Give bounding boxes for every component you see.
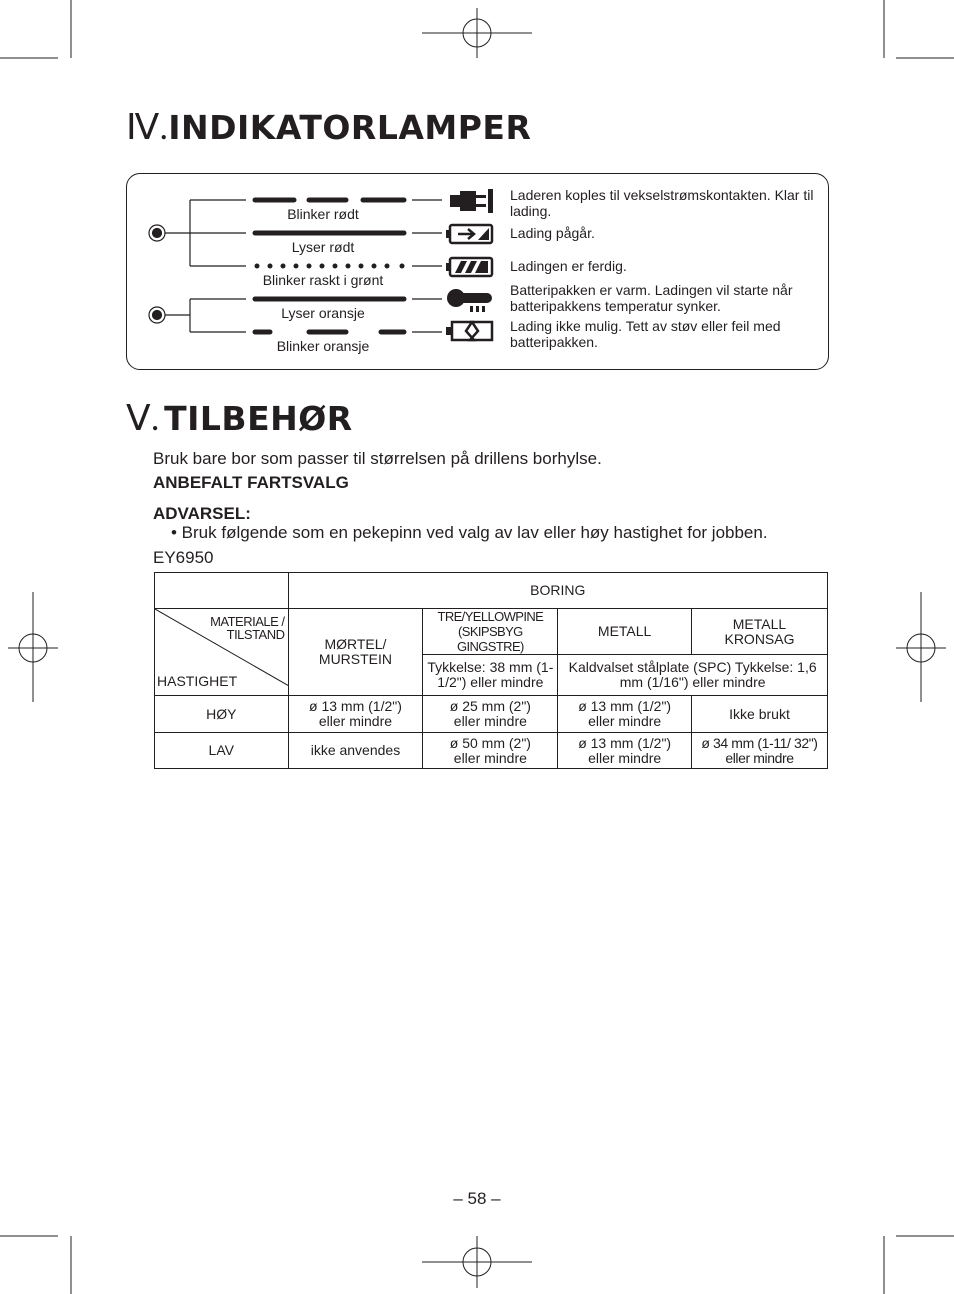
speed-high: HØY <box>155 696 289 733</box>
battery-charging-icon <box>446 222 496 246</box>
battery-error-icon <box>446 319 496 343</box>
table-row <box>155 696 828 733</box>
battery-full-icon <box>446 255 496 279</box>
low-mortar: ikke anvendes <box>288 733 423 769</box>
signal-desc-hot: Batteripakken er varm. Ladingen vil starte når batteripakkens temperatur synker. <box>510 282 793 314</box>
wood-thickness: Tykkelse: 38 mm (1-1/2") eller mindre <box>423 655 558 696</box>
hole-saw-header: METALL KRONSAG <box>691 609 827 655</box>
intro-text: Bruk bare bor som passer til størrelsen på drillens borhylse. <box>153 449 602 468</box>
mortar-header: MØRTEL/ MURSTEIN <box>288 609 423 696</box>
thermometer-icon <box>446 286 496 314</box>
signal-label-blinking-red: Blinker rødt <box>287 206 359 222</box>
speed-table <box>154 572 828 769</box>
warning-text: • Bruk følgende som en pekepinn ved valg av lav eller høy hastighet for jobben. <box>171 523 768 542</box>
metal-thickness: Kaldvalset stålplate (SPC) Tykkelse: 1,6 mm (1/16") eller mindre <box>558 655 828 696</box>
corner-cell <box>155 609 289 696</box>
metal-header: METALL <box>558 609 692 655</box>
section-4-title: INDIKATORLAMPER <box>168 108 532 147</box>
section-5-heading <box>126 397 353 439</box>
warning-label: ADVARSEL: <box>153 504 251 523</box>
material-row <box>155 609 828 655</box>
corner-top-label: MATERIALE / TILSTAND <box>210 614 285 642</box>
high-metal: ø 13 mm (1/2") eller mindre <box>558 696 692 733</box>
wood-header: TRE/YELLOWPINE (SKIPSBYG GINGSTRE) <box>423 609 558 655</box>
high-mortar: ø 13 mm (1/2") eller mindre <box>288 696 423 733</box>
signal-label-blinking-orange: Blinker oransje <box>276 338 370 354</box>
low-wood: ø 50 mm (2") eller mindre <box>423 733 558 769</box>
boring-header: BORING <box>288 573 827 609</box>
signal-desc-complete: Ladingen er ferdig. <box>510 258 627 274</box>
high-hole-saw: Ikke brukt <box>691 696 827 733</box>
signal-desc-charging: Lading pågår. <box>510 225 595 241</box>
empty-corner-cell <box>155 573 289 609</box>
section-4-heading <box>126 106 531 148</box>
high-wood: ø 25 mm (2") eller mindre <box>423 696 558 733</box>
model-number: EY6950 <box>153 548 214 567</box>
low-metal: ø 13 mm (1/2") eller mindre <box>558 733 692 769</box>
plug-icon <box>446 187 496 215</box>
signal-desc-error: Lading ikke mulig. Tett av støv eller feil med batteripakken. <box>510 318 781 350</box>
section-5-title: TILBEHØR <box>164 399 353 438</box>
section-4-numeral: Ⅳ. <box>126 107 169 147</box>
low-hole-saw: ø 34 mm (1-11/ 32") eller mindre <box>691 733 827 769</box>
signal-desc-ready: Laderen koples til vekselstrømskontakten. Klar til lading. <box>510 187 814 219</box>
signal-label-fast-green: Blinker raskt i grønt <box>262 272 384 288</box>
speed-subtitle: ANBEFALT FARTSVALG <box>153 473 349 492</box>
speed-low: LAV <box>155 733 289 769</box>
table-row <box>155 733 828 769</box>
page-number: – 58 – <box>453 1189 501 1208</box>
table-header-row <box>155 573 828 609</box>
signal-label-steady-orange: Lyser oransje <box>281 305 365 321</box>
corner-bottom-label: HASTIGHET <box>157 673 238 689</box>
signal-label-steady-red: Lyser rødt <box>291 239 355 255</box>
section-5-numeral: Ⅴ. <box>126 398 160 438</box>
